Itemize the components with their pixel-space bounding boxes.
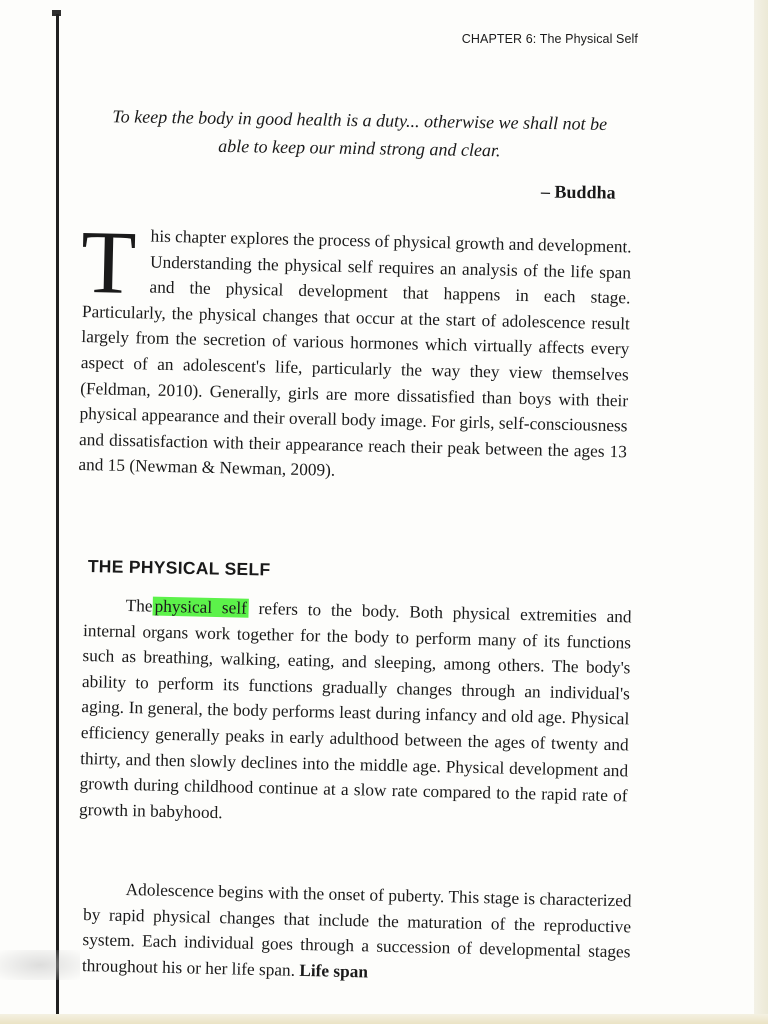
- adolescence-paragraph: [82, 876, 632, 991]
- paragraph-text: Adolescence begins with the onset of puberty. This stage is characterized by rapid physical changes that include the maturation of the reproductive system. Each individual goes through a succession of developmental stages throughout his or her life span.: [81, 879, 632, 980]
- paragraph-indent: [84, 894, 126, 895]
- binding-edge-line: [56, 14, 59, 1014]
- physical-self-paragraph: [79, 592, 632, 835]
- paragraph-indent: [84, 610, 126, 611]
- highlighted-term: physical self: [154, 596, 248, 618]
- intro-text: his chapter explores the process of physical growth and development. Understanding the physical self requires an analysis of the life span and the physical development that happens in each stage. Particularly, the physical changes that occur at the start of adolescence result largely from the secretion of various hormones which virtually affects every aspect of an adolescent's life, particularly the way they view themselves (Feldman, 2010). Generally, girls are more dissatisfied than boys with their physical appearance and their overall body image. For girls, self-consciousness and dissatisfaction with their appearance reach their peak between the ages 13 and 15 (Newman & Newman, 2009).: [78, 226, 632, 481]
- paragraph-text: refers to the body. Both physical extremities and internal organs work together for the body to perform many of its functions such as breathing, walking, eating, and sleeping, among others. The body's ability to perform its functions gradually changes through an individual's aging. In general, the body performs least during infancy and old age. Physical efficiency generally peaks in early adulthood between the ages of twenty and thirty, and then slowly declines into the middle age. Physical development and growth during childhood continue at a slow rate compared to the rapid rate of growth in babyhood.: [78, 598, 632, 822]
- bold-term: Life span: [299, 960, 369, 982]
- paragraph-lead: The: [125, 595, 153, 616]
- page-right-edge: [754, 0, 768, 1024]
- section-heading: THE PHYSICAL SELF: [87, 556, 271, 580]
- page-bottom-edge: [0, 1014, 768, 1024]
- drop-cap: T: [79, 212, 138, 314]
- page-smudge: [0, 950, 80, 980]
- epigraph-quote: To keep the body in good health is a duty... otherwise we shall not be able to keep our mind strong and clear.: [112, 106, 608, 161]
- intro-paragraph: [78, 212, 632, 490]
- running-head: CHAPTER 6: The Physical Self: [461, 32, 638, 46]
- epigraph-attribution: – Buddha: [541, 181, 617, 203]
